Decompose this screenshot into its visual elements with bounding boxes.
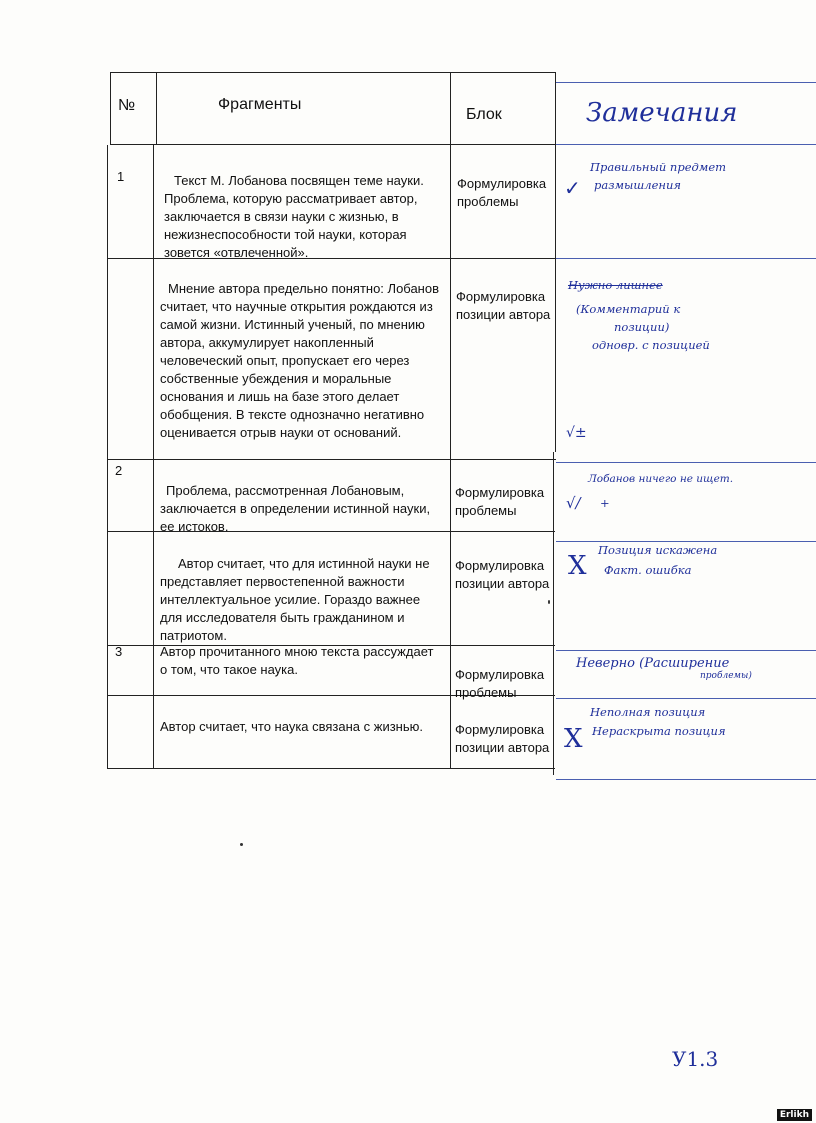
row-1-num: 1 xyxy=(117,169,125,184)
row-3b-note-line-2: Нераскрыта позиция xyxy=(592,724,726,738)
row-1-note-line-1: Правильный предмет xyxy=(590,160,727,174)
row-2-note-line-2: + xyxy=(600,496,610,510)
table-border-bottom xyxy=(107,768,555,769)
row-1b-note-line-1: (Комментарий к xyxy=(576,302,681,316)
notes-row-line-4 xyxy=(556,541,816,542)
row-3b-block: Формулировка позиции автора xyxy=(455,722,550,755)
row-1-fragment: Текст М. Лобанова посвящен теме науки. Проблема, которую рассматривает автор, заключается в связи науки с жизнью, в нежизнеспособности той науки, которая зовется «отвлеченной». xyxy=(164,173,424,260)
row-3-num: 3 xyxy=(115,644,123,659)
row-3-block: Формулировка проблемы xyxy=(455,667,545,700)
notes-row-line-6 xyxy=(556,698,816,699)
row-1b-note-line-2: позиции) xyxy=(614,320,670,334)
table-col-divider-3 xyxy=(553,452,554,775)
row-3b-fragment: Автор считает, что наука связана с жизнью. xyxy=(160,719,423,734)
header-block: Блок xyxy=(466,106,502,123)
row-1-check-mark: ✓ xyxy=(564,176,581,200)
table-col-divider-1-top xyxy=(156,72,157,145)
notes-border-bottom xyxy=(556,779,816,780)
grade-mark: У1.3 xyxy=(672,1047,719,1071)
watermark-label: Erlikh xyxy=(777,1109,812,1121)
table-row-line-3 xyxy=(107,459,556,460)
header-notes-handwritten: Замечания xyxy=(586,98,738,128)
table-row-line-1 xyxy=(110,144,556,145)
notes-row-line-5 xyxy=(556,650,816,651)
row-3b-cross-mark: X xyxy=(564,724,583,754)
header-fragments: Фрагменты xyxy=(218,96,302,113)
row-1-note-line-2: размышления xyxy=(594,178,682,192)
row-3b-note-line-1: Неполная позиция xyxy=(590,705,706,719)
row-2b-note-line-2: Факт. ошибка xyxy=(604,563,692,577)
row-2-note-line-1: Лобанов ничего не ищет. xyxy=(588,473,734,485)
row-1-block: Формулировка проблемы xyxy=(457,176,547,209)
row-3-note-line-1: Неверно (Расширение xyxy=(576,656,730,671)
notes-row-line-3 xyxy=(556,462,816,463)
row-1b-note-line-3: одновр. с позицией xyxy=(592,338,710,352)
table-col-divider-1 xyxy=(153,145,154,768)
scan-speck xyxy=(548,600,550,604)
notes-row-line-2 xyxy=(556,258,816,259)
scan-speck xyxy=(240,843,243,846)
notes-border-top xyxy=(556,82,816,83)
row-3-note-line-2: проблемы) xyxy=(700,671,752,681)
row-1b-block: Формулировка позиции автора xyxy=(456,289,551,322)
row-2b-fragment: Автор считает, что для истинной науки не представляет первостепенной важности интеллектуальное усилие. Гораздо важнее для исследователя быть гражданином и патриотом. xyxy=(160,556,430,643)
header-num: № xyxy=(118,97,136,114)
row-2-num: 2 xyxy=(115,463,123,478)
table-col-divider-2 xyxy=(450,72,451,769)
row-2-mark: √/ xyxy=(566,494,581,512)
table-border-top xyxy=(110,72,556,73)
row-2-block: Формулировка проблемы xyxy=(455,485,545,518)
table-border-left-top xyxy=(110,72,111,145)
row-1b-fragment: Мнение автора предельно понятно: Лобанов считает, что научные открытия рождаются из самой жизни. Истинный ученый, по мнению автора, аккумулирует накопленный человеческий опыт, пропускает его через собственные убеждения и моральные основания и лишь на базе этого делает обобщения. В тексте однозначно негативно оценивается отрыв науки от оснований. xyxy=(160,281,439,440)
row-2b-note-line-1: Позиция искажена xyxy=(598,543,718,557)
table-col-divider-3-top xyxy=(555,72,556,452)
row-1b-note-struck: Нужно лишнее xyxy=(568,278,663,292)
notes-row-line-1 xyxy=(556,144,816,145)
table-border-left xyxy=(107,145,108,768)
row-2b-cross-mark: X xyxy=(568,551,587,581)
row-2-fragment: Проблема, рассмотренная Лобановым, заключается в определении истинной науки, ее истоков. xyxy=(160,483,431,534)
row-3-fragment: Автор прочитанного мною текста рассуждает о том, что такое наука. xyxy=(160,644,434,677)
row-2b-block: Формулировка позиции автора xyxy=(455,558,550,591)
row-1b-mark: √± xyxy=(566,425,587,441)
